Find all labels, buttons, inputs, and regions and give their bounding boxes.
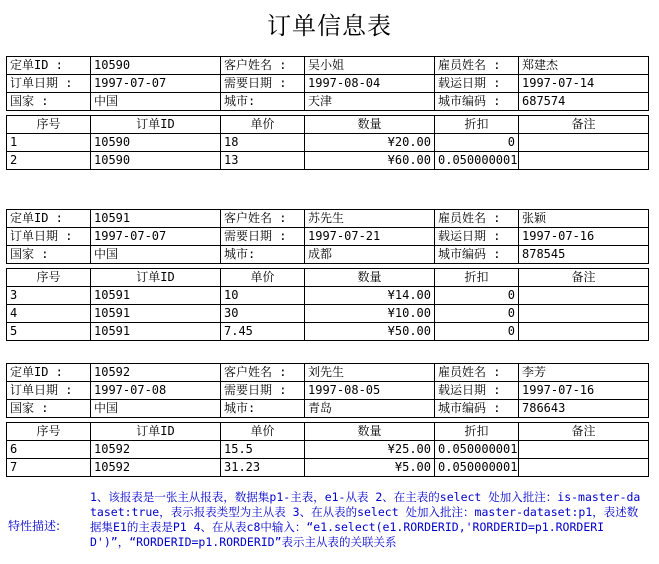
shipped-date-value: 1997-07-14 — [519, 75, 649, 93]
label-postal: 城市编码 : — [435, 246, 519, 264]
label-postal: 城市编码 : — [435, 93, 519, 111]
order-block — [6, 209, 649, 341]
order-id-value: 10590 — [91, 57, 221, 75]
order-id-value: 10591 — [91, 210, 221, 228]
order-block — [6, 56, 649, 170]
detail-order-id: 10592 — [91, 459, 221, 477]
order-date-value: 1997-07-07 — [91, 75, 221, 93]
detail-header: 订单ID — [91, 116, 221, 134]
city-value: 天津 — [305, 93, 435, 111]
detail-note — [519, 323, 649, 341]
detail-price: 30 — [221, 305, 305, 323]
detail-header: 单价 — [221, 116, 305, 134]
label-employee: 雇员姓名 : — [435, 210, 519, 228]
customer-value: 苏先生 — [305, 210, 435, 228]
label-required-date: 需要日期 : — [221, 382, 305, 400]
detail-order-id: 10591 — [91, 323, 221, 341]
label-customer: 客户姓名 : — [221, 57, 305, 75]
detail-row — [7, 441, 649, 459]
detail-header: 单价 — [221, 423, 305, 441]
detail-header: 备注 — [519, 423, 649, 441]
detail-price: 7.45 — [221, 323, 305, 341]
detail-price: 31.23 — [221, 459, 305, 477]
label-employee: 雇员姓名 : — [435, 364, 519, 382]
detail-note — [519, 459, 649, 477]
master-row — [7, 364, 649, 382]
required-date-value: 1997-08-04 — [305, 75, 435, 93]
detail-header: 折扣 — [435, 269, 519, 287]
country-value: 中国 — [91, 246, 221, 264]
label-shipped-date: 载运日期 : — [435, 75, 519, 93]
description-label: 特性描述: — [8, 519, 61, 533]
customer-value: 吴小姐 — [305, 57, 435, 75]
detail-header-row — [7, 116, 649, 134]
master-row — [7, 57, 649, 75]
detail-price: 13 — [221, 152, 305, 170]
detail-note — [519, 287, 649, 305]
detail-price: 15.5 — [221, 441, 305, 459]
label-customer: 客户姓名 : — [221, 210, 305, 228]
order-date-value: 1997-07-08 — [91, 382, 221, 400]
label-country: 国家 : — [7, 400, 91, 418]
detail-no: 6 — [7, 441, 91, 459]
detail-quantity: ¥25.00 — [305, 441, 435, 459]
master-row — [7, 382, 649, 400]
detail-no: 1 — [7, 134, 91, 152]
order-date-value: 1997-07-07 — [91, 228, 221, 246]
detail-note — [519, 134, 649, 152]
detail-row — [7, 152, 649, 170]
detail-header: 数量 — [305, 423, 435, 441]
detail-header: 订单ID — [91, 423, 221, 441]
master-row — [7, 75, 649, 93]
detail-quantity: ¥50.00 — [305, 323, 435, 341]
detail-quantity: ¥5.00 — [305, 459, 435, 477]
detail-row — [7, 305, 649, 323]
detail-quantity: ¥14.00 — [305, 287, 435, 305]
label-required-date: 需要日期 : — [221, 75, 305, 93]
label-order-id: 定单ID : — [7, 364, 91, 382]
label-order-date: 订单日期 : — [7, 382, 91, 400]
master-row — [7, 210, 649, 228]
master-row — [7, 400, 649, 418]
country-value: 中国 — [91, 93, 221, 111]
detail-discount: 0 — [435, 305, 519, 323]
master-row — [7, 93, 649, 111]
employee-value: 张颖 — [519, 210, 649, 228]
detail-header: 序号 — [7, 423, 91, 441]
detail-order-id: 10590 — [91, 134, 221, 152]
label-city: 城市: — [221, 93, 305, 111]
detail-order-id: 10592 — [91, 441, 221, 459]
employee-value: 郑建杰 — [519, 57, 649, 75]
detail-row — [7, 459, 649, 477]
label-country: 国家 : — [7, 93, 91, 111]
detail-header: 数量 — [305, 269, 435, 287]
label-country: 国家 : — [7, 246, 91, 264]
detail-price: 10 — [221, 287, 305, 305]
label-order-date: 订单日期 : — [7, 75, 91, 93]
detail-header: 序号 — [7, 269, 91, 287]
shipped-date-value: 1997-07-16 — [519, 382, 649, 400]
detail-header: 数量 — [305, 116, 435, 134]
detail-note — [519, 152, 649, 170]
customer-value: 刘先生 — [305, 364, 435, 382]
label-order-id: 定单ID : — [7, 57, 91, 75]
detail-no: 5 — [7, 323, 91, 341]
shipped-date-value: 1997-07-16 — [519, 228, 649, 246]
detail-row — [7, 287, 649, 305]
label-city: 城市: — [221, 246, 305, 264]
detail-no: 2 — [7, 152, 91, 170]
label-required-date: 需要日期 : — [221, 228, 305, 246]
detail-discount: 0.050000001 — [435, 441, 519, 459]
detail-no: 4 — [7, 305, 91, 323]
postal-value: 687574 — [519, 93, 649, 111]
label-city: 城市: — [221, 400, 305, 418]
country-value: 中国 — [91, 400, 221, 418]
required-date-value: 1997-08-05 — [305, 382, 435, 400]
detail-no: 7 — [7, 459, 91, 477]
detail-discount: 0.050000001 — [435, 152, 519, 170]
label-customer: 客户姓名 : — [221, 364, 305, 382]
postal-value: 878545 — [519, 246, 649, 264]
detail-discount: 0 — [435, 134, 519, 152]
detail-header: 单价 — [221, 269, 305, 287]
detail-row — [7, 134, 649, 152]
detail-header: 折扣 — [435, 423, 519, 441]
required-date-value: 1997-07-21 — [305, 228, 435, 246]
detail-order-id: 10590 — [91, 152, 221, 170]
detail-header: 订单ID — [91, 269, 221, 287]
detail-no: 3 — [7, 287, 91, 305]
detail-header: 序号 — [7, 116, 91, 134]
label-employee: 雇员姓名 : — [435, 57, 519, 75]
detail-discount: 0 — [435, 287, 519, 305]
detail-discount: 0.050000001 — [435, 459, 519, 477]
detail-header: 备注 — [519, 269, 649, 287]
order-id-value: 10592 — [91, 364, 221, 382]
detail-header: 折扣 — [435, 116, 519, 134]
label-order-date: 订单日期 : — [7, 228, 91, 246]
detail-quantity: ¥60.00 — [305, 152, 435, 170]
detail-header: 备注 — [519, 116, 649, 134]
description-text: 1、该报表是一张主从报表，数据集p1-主表，e1-从表 2、在主表的select 处加入批注：is-master-dataset:true，表示报表类型为主从表 3、在从表的select 处加入批注：master-dataset:p1，表述数据集E1的主表是P1 4、在从表c8中输入：“e1.select(e1.RORDERID,'RORDERID=p1.RORDERID')”，“RORDERID=p1.RORDERID”表示主从表的关联关系 — [90, 490, 641, 549]
employee-value: 李芳 — [519, 364, 649, 382]
detail-quantity: ¥20.00 — [305, 134, 435, 152]
detail-price: 18 — [221, 134, 305, 152]
detail-discount: 0 — [435, 323, 519, 341]
postal-value: 786643 — [519, 400, 649, 418]
city-value: 成都 — [305, 246, 435, 264]
detail-note — [519, 441, 649, 459]
label-order-id: 定单ID : — [7, 210, 91, 228]
detail-note — [519, 305, 649, 323]
page-title: 订单信息表 — [267, 12, 392, 40]
detail-row — [7, 323, 649, 341]
master-row — [7, 246, 649, 264]
detail-header-row — [7, 423, 649, 441]
detail-quantity: ¥10.00 — [305, 305, 435, 323]
detail-order-id: 10591 — [91, 287, 221, 305]
city-value: 青岛 — [305, 400, 435, 418]
detail-order-id: 10591 — [91, 305, 221, 323]
order-block — [6, 363, 649, 477]
label-shipped-date: 载运日期 : — [435, 382, 519, 400]
detail-header-row — [7, 269, 649, 287]
label-postal: 城市编码 : — [435, 400, 519, 418]
master-row — [7, 228, 649, 246]
label-shipped-date: 载运日期 : — [435, 228, 519, 246]
